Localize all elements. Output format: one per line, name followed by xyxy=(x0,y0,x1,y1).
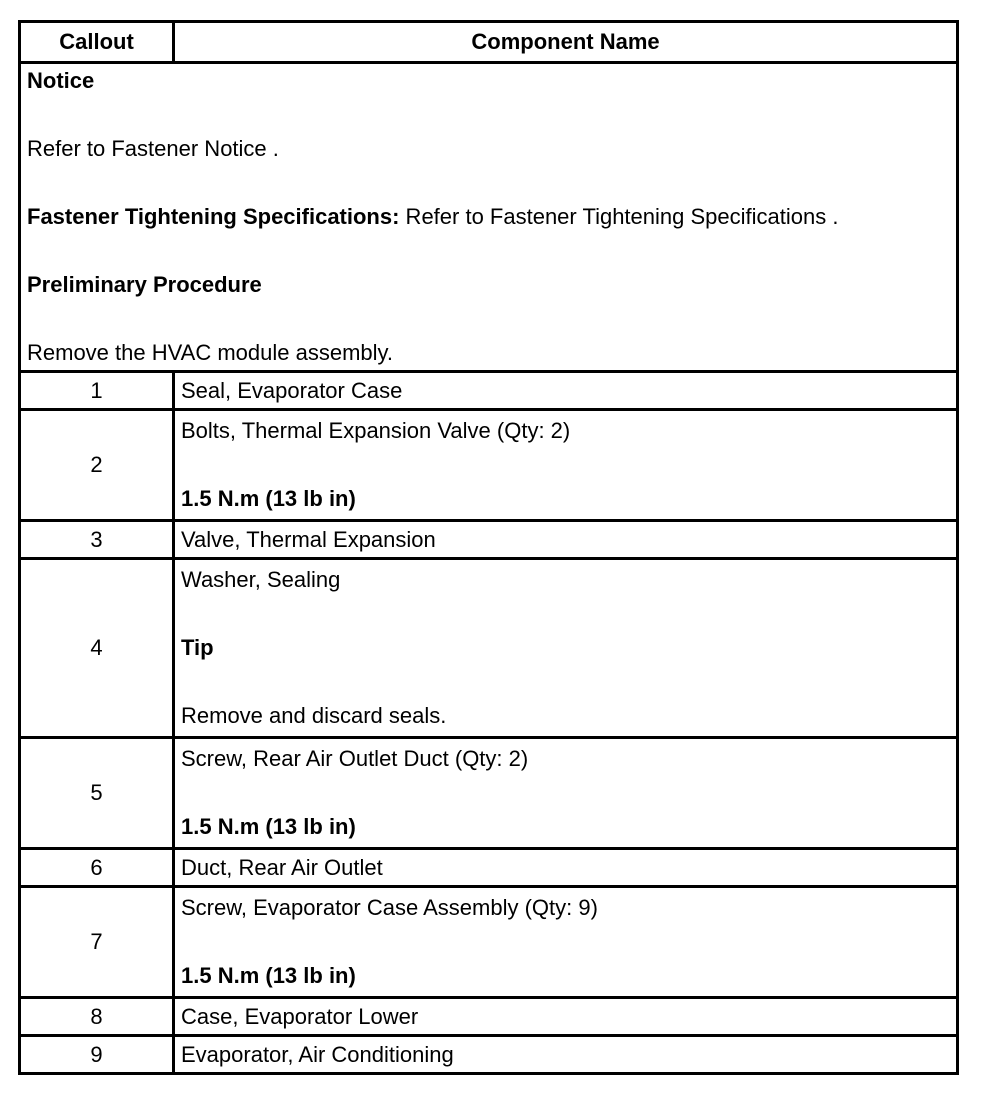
component-cell xyxy=(174,410,958,521)
component-name-header: Component Name xyxy=(174,22,958,63)
callout-number: 8 xyxy=(20,998,174,1036)
component-name: Washer, Sealing xyxy=(181,567,341,592)
table-row xyxy=(20,372,958,410)
tightening-spec-line xyxy=(27,200,950,234)
callout-number: 7 xyxy=(20,887,174,998)
component-cell xyxy=(174,559,958,738)
tightening-spec-label: Fastener Tightening Specifications: xyxy=(27,204,400,229)
component-name: Evaporator, Air Conditioning xyxy=(174,1036,958,1074)
preliminary-procedure-title: Preliminary Procedure xyxy=(27,272,262,297)
component-name: Screw, Rear Air Outlet Duct (Qty: 2) xyxy=(181,746,529,771)
table-header-row xyxy=(20,22,958,63)
callout-number: 4 xyxy=(20,559,174,738)
table-row xyxy=(20,998,958,1036)
preliminary-procedure-text: Remove the HVAC module assembly. xyxy=(27,340,393,365)
component-name: Case, Evaporator Lower xyxy=(174,998,958,1036)
table-row xyxy=(20,410,958,521)
fastener-notice-text: Refer to Fastener Notice . xyxy=(27,136,279,161)
callout-number: 6 xyxy=(20,849,174,887)
component-name: Bolts, Thermal Expansion Valve (Qty: 2) xyxy=(181,418,571,443)
component-cell xyxy=(174,738,958,849)
component-table xyxy=(18,20,959,1075)
notice-title: Notice xyxy=(27,68,95,93)
tip-title: Tip xyxy=(181,635,214,660)
component-name: Screw, Evaporator Case Assembly (Qty: 9) xyxy=(181,895,598,920)
torque-spec: 1.5 N.m (13 lb in) xyxy=(181,486,356,511)
callout-number: 1 xyxy=(20,372,174,410)
component-name: Seal, Evaporator Case xyxy=(174,372,958,410)
callout-number: 3 xyxy=(20,521,174,559)
tip-text: Remove and discard seals. xyxy=(181,703,447,728)
callout-number: 2 xyxy=(20,410,174,521)
table-row xyxy=(20,887,958,998)
callout-number: 9 xyxy=(20,1036,174,1074)
component-name: Duct, Rear Air Outlet xyxy=(174,849,958,887)
torque-spec: 1.5 N.m (13 lb in) xyxy=(181,963,356,988)
tightening-spec-text: Refer to Fastener Tightening Specifications . xyxy=(399,204,839,229)
callout-number: 5 xyxy=(20,738,174,849)
torque-spec: 1.5 N.m (13 lb in) xyxy=(181,814,356,839)
component-cell xyxy=(174,887,958,998)
table-row xyxy=(20,738,958,849)
component-name: Valve, Thermal Expansion xyxy=(174,521,958,559)
notice-cell xyxy=(20,63,958,372)
notice-row xyxy=(20,63,958,372)
table-row xyxy=(20,1036,958,1074)
table-row xyxy=(20,849,958,887)
table-row xyxy=(20,559,958,738)
table-row xyxy=(20,521,958,559)
callout-header: Callout xyxy=(20,22,174,63)
